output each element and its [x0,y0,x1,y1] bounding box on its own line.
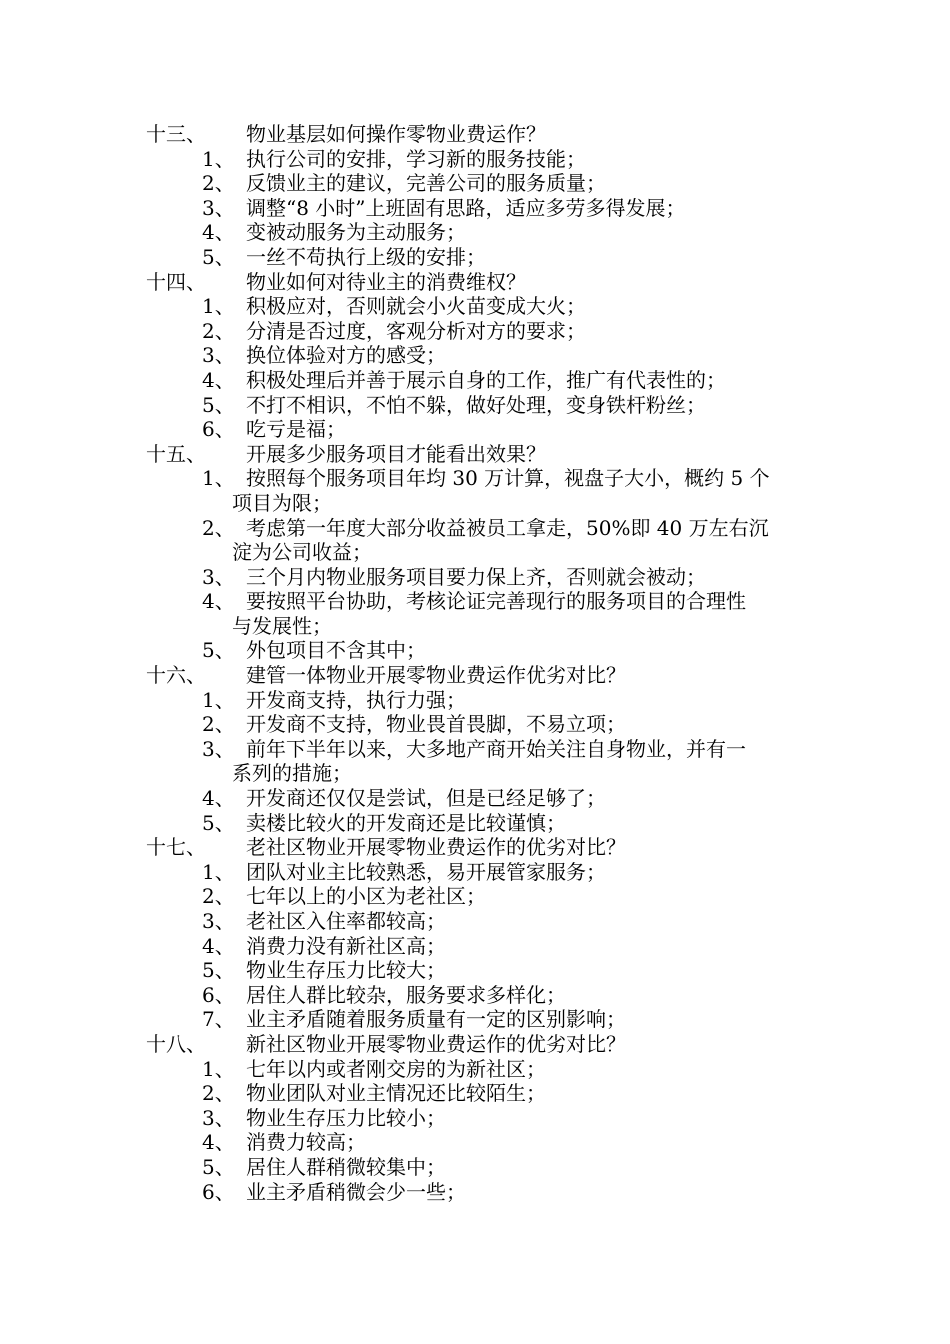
list-item [0,884,950,909]
item-number: 3、 [202,343,235,368]
list-item [0,343,950,368]
list-item-continuation [0,761,950,786]
item-text: 七年以上的小区为老社区； [246,884,486,909]
item-text: 积极处理后并善于展示自身的工作，推广有代表性的； [246,367,726,392]
item-number: 5、 [202,244,235,269]
item-text: 积极应对，否则就会小火苗变成大火； [246,294,586,319]
list-item [0,565,950,590]
list-item [0,1130,950,1155]
item-text: 居住人群比较杂，服务要求多样化； [246,982,566,1007]
list-item [0,1057,950,1082]
item-number: 5、 [202,392,235,417]
item-number: 4、 [202,589,235,614]
item-text: 反馈业主的建议，完善公司的服务质量； [246,171,606,196]
item-text: 调整“8 小时”上班固有思路，适应多劳多得发展； [246,195,686,220]
item-number: 7、 [202,1007,235,1032]
list-item-continuation [0,491,950,516]
item-text: 执行公司的安排，学习新的服务技能； [246,146,586,171]
item-number: 2、 [202,515,235,540]
section-heading [0,1032,950,1057]
item-number: 4、 [202,367,235,392]
item-text: 开发商支持，执行力强； [246,687,466,712]
section-title: 物业基层如何操作零物业费运作？ [246,122,546,146]
item-text: 外包项目不含其中； [246,638,426,663]
item-text: 前年下半年以来，大多地产商开始关注自身物业，并有一 [246,736,746,761]
item-text: 项目为限； [232,490,332,515]
list-item [0,220,950,245]
item-text: 开发商还仅仅是尝试，但是已经足够了； [246,786,606,811]
list-item [0,589,950,614]
document-body [0,122,950,1204]
list-item [0,245,950,270]
section-number: 十四、 [146,269,206,294]
section-heading [0,663,950,688]
item-text: 变被动服务为主动服务； [246,220,466,245]
section-number: 十七、 [146,835,206,860]
item-text: 淀为公司收益； [232,540,372,565]
list-item [0,958,950,983]
list-item [0,466,950,491]
list-item [0,1106,950,1131]
item-number: 1、 [202,687,235,712]
item-text: 与发展性； [232,613,332,638]
item-text: 消费力较高； [246,1130,366,1155]
list-item [0,1007,950,1032]
list-item [0,934,950,959]
list-item [0,393,950,418]
item-number: 1、 [202,1056,235,1081]
section-number: 十五、 [146,441,206,466]
item-number: 3、 [202,736,235,761]
list-item [0,171,950,196]
section-number: 十六、 [146,663,206,688]
section-title: 物业如何对待业主的消费维权？ [246,269,526,294]
list-item [0,786,950,811]
section-heading [0,270,950,295]
section-title: 开展多少服务项目才能看出效果？ [246,441,546,466]
item-number: 4、 [202,933,235,958]
section-heading [0,442,950,467]
list-item-continuation [0,540,950,565]
item-text: 一丝不苟执行上级的安排； [246,244,486,269]
item-text: 要按照平台协助，考核论证完善现行的服务项目的合理性 [246,589,746,614]
list-item [0,319,950,344]
list-item [0,196,950,221]
item-number: 5、 [202,638,235,663]
list-item [0,147,950,172]
item-number: 1、 [202,294,235,319]
item-text: 卖楼比较火的开发商还是比较谨慎； [246,810,566,835]
list-item-continuation [0,614,950,639]
item-text: 系列的措施； [232,761,352,786]
item-text: 考虑第一年度大部分收益被员工拿走，50%即 40 万左右沉 [246,515,769,540]
item-number: 5、 [202,958,235,983]
item-number: 2、 [202,318,235,343]
item-text: 物业团队对业主情况还比较陌生； [246,1081,546,1106]
list-item [0,638,950,663]
item-number: 4、 [202,220,235,245]
item-number: 4、 [202,1130,235,1155]
item-number: 1、 [202,146,235,171]
item-number: 1、 [202,466,235,491]
item-text: 居住人群稍微较集中； [246,1154,446,1179]
list-item [0,417,950,442]
section-heading [0,835,950,860]
list-item [0,368,950,393]
item-text: 消费力没有新社区高； [246,933,446,958]
item-number: 2、 [202,1081,235,1106]
section-title: 建管一体物业开展零物业费运作优劣对比？ [246,663,626,688]
item-number: 3、 [202,1105,235,1130]
list-item [0,737,950,762]
item-text: 老社区入住率都较高； [246,909,446,933]
item-text: 开发商不支持，物业畏首畏脚，不易立项； [246,712,626,737]
item-text: 物业生存压力比较小； [246,1105,446,1130]
list-item [0,1081,950,1106]
item-text: 吃亏是福； [246,417,346,442]
item-text: 业主矛盾随着服务质量有一定的区别影响； [246,1007,626,1032]
item-text: 按照每个服务项目年均 30 万计算，视盘子大小，概约 5 个 [246,466,770,491]
list-item [0,516,950,541]
list-item [0,712,950,737]
item-text: 三个月内物业服务项目要力保上齐，否则就会被动； [246,564,706,589]
list-item [0,983,950,1008]
item-text: 团队对业主比较熟悉，易开展管家服务； [246,859,606,884]
item-text: 分清是否过度，客观分析对方的要求； [246,318,586,343]
item-number: 3、 [202,564,235,589]
list-item [0,811,950,836]
item-number: 6、 [202,1179,235,1204]
item-number: 3、 [202,909,235,933]
item-number: 4、 [202,786,235,811]
item-number: 1、 [202,859,235,884]
item-text: 换位体验对方的感受； [246,343,446,368]
list-item [0,909,950,934]
section-title: 新社区物业开展零物业费运作的优劣对比？ [246,1031,626,1056]
list-item [0,1180,950,1205]
item-number: 2、 [202,171,235,196]
item-number: 6、 [202,982,235,1007]
list-item [0,294,950,319]
item-text: 物业生存压力比较大； [246,958,446,983]
item-number: 2、 [202,712,235,737]
list-item [0,860,950,885]
section-title: 老社区物业开展零物业费运作的优劣对比？ [246,835,626,860]
item-number: 6、 [202,417,235,442]
item-text: 七年以内或者刚交房的为新社区； [246,1056,546,1081]
list-item [0,1155,950,1180]
section-number: 十三、 [146,122,206,146]
item-number: 2、 [202,884,235,909]
item-text: 业主矛盾稍微会少一些； [246,1179,466,1204]
item-number: 5、 [202,810,235,835]
list-item [0,688,950,713]
section-number: 十八、 [146,1031,206,1056]
item-number: 5、 [202,1154,235,1179]
section-heading [0,122,950,147]
item-text: 不打不相识，不怕不躲，做好处理，变身铁杆粉丝； [246,392,706,417]
item-number: 3、 [202,195,235,220]
